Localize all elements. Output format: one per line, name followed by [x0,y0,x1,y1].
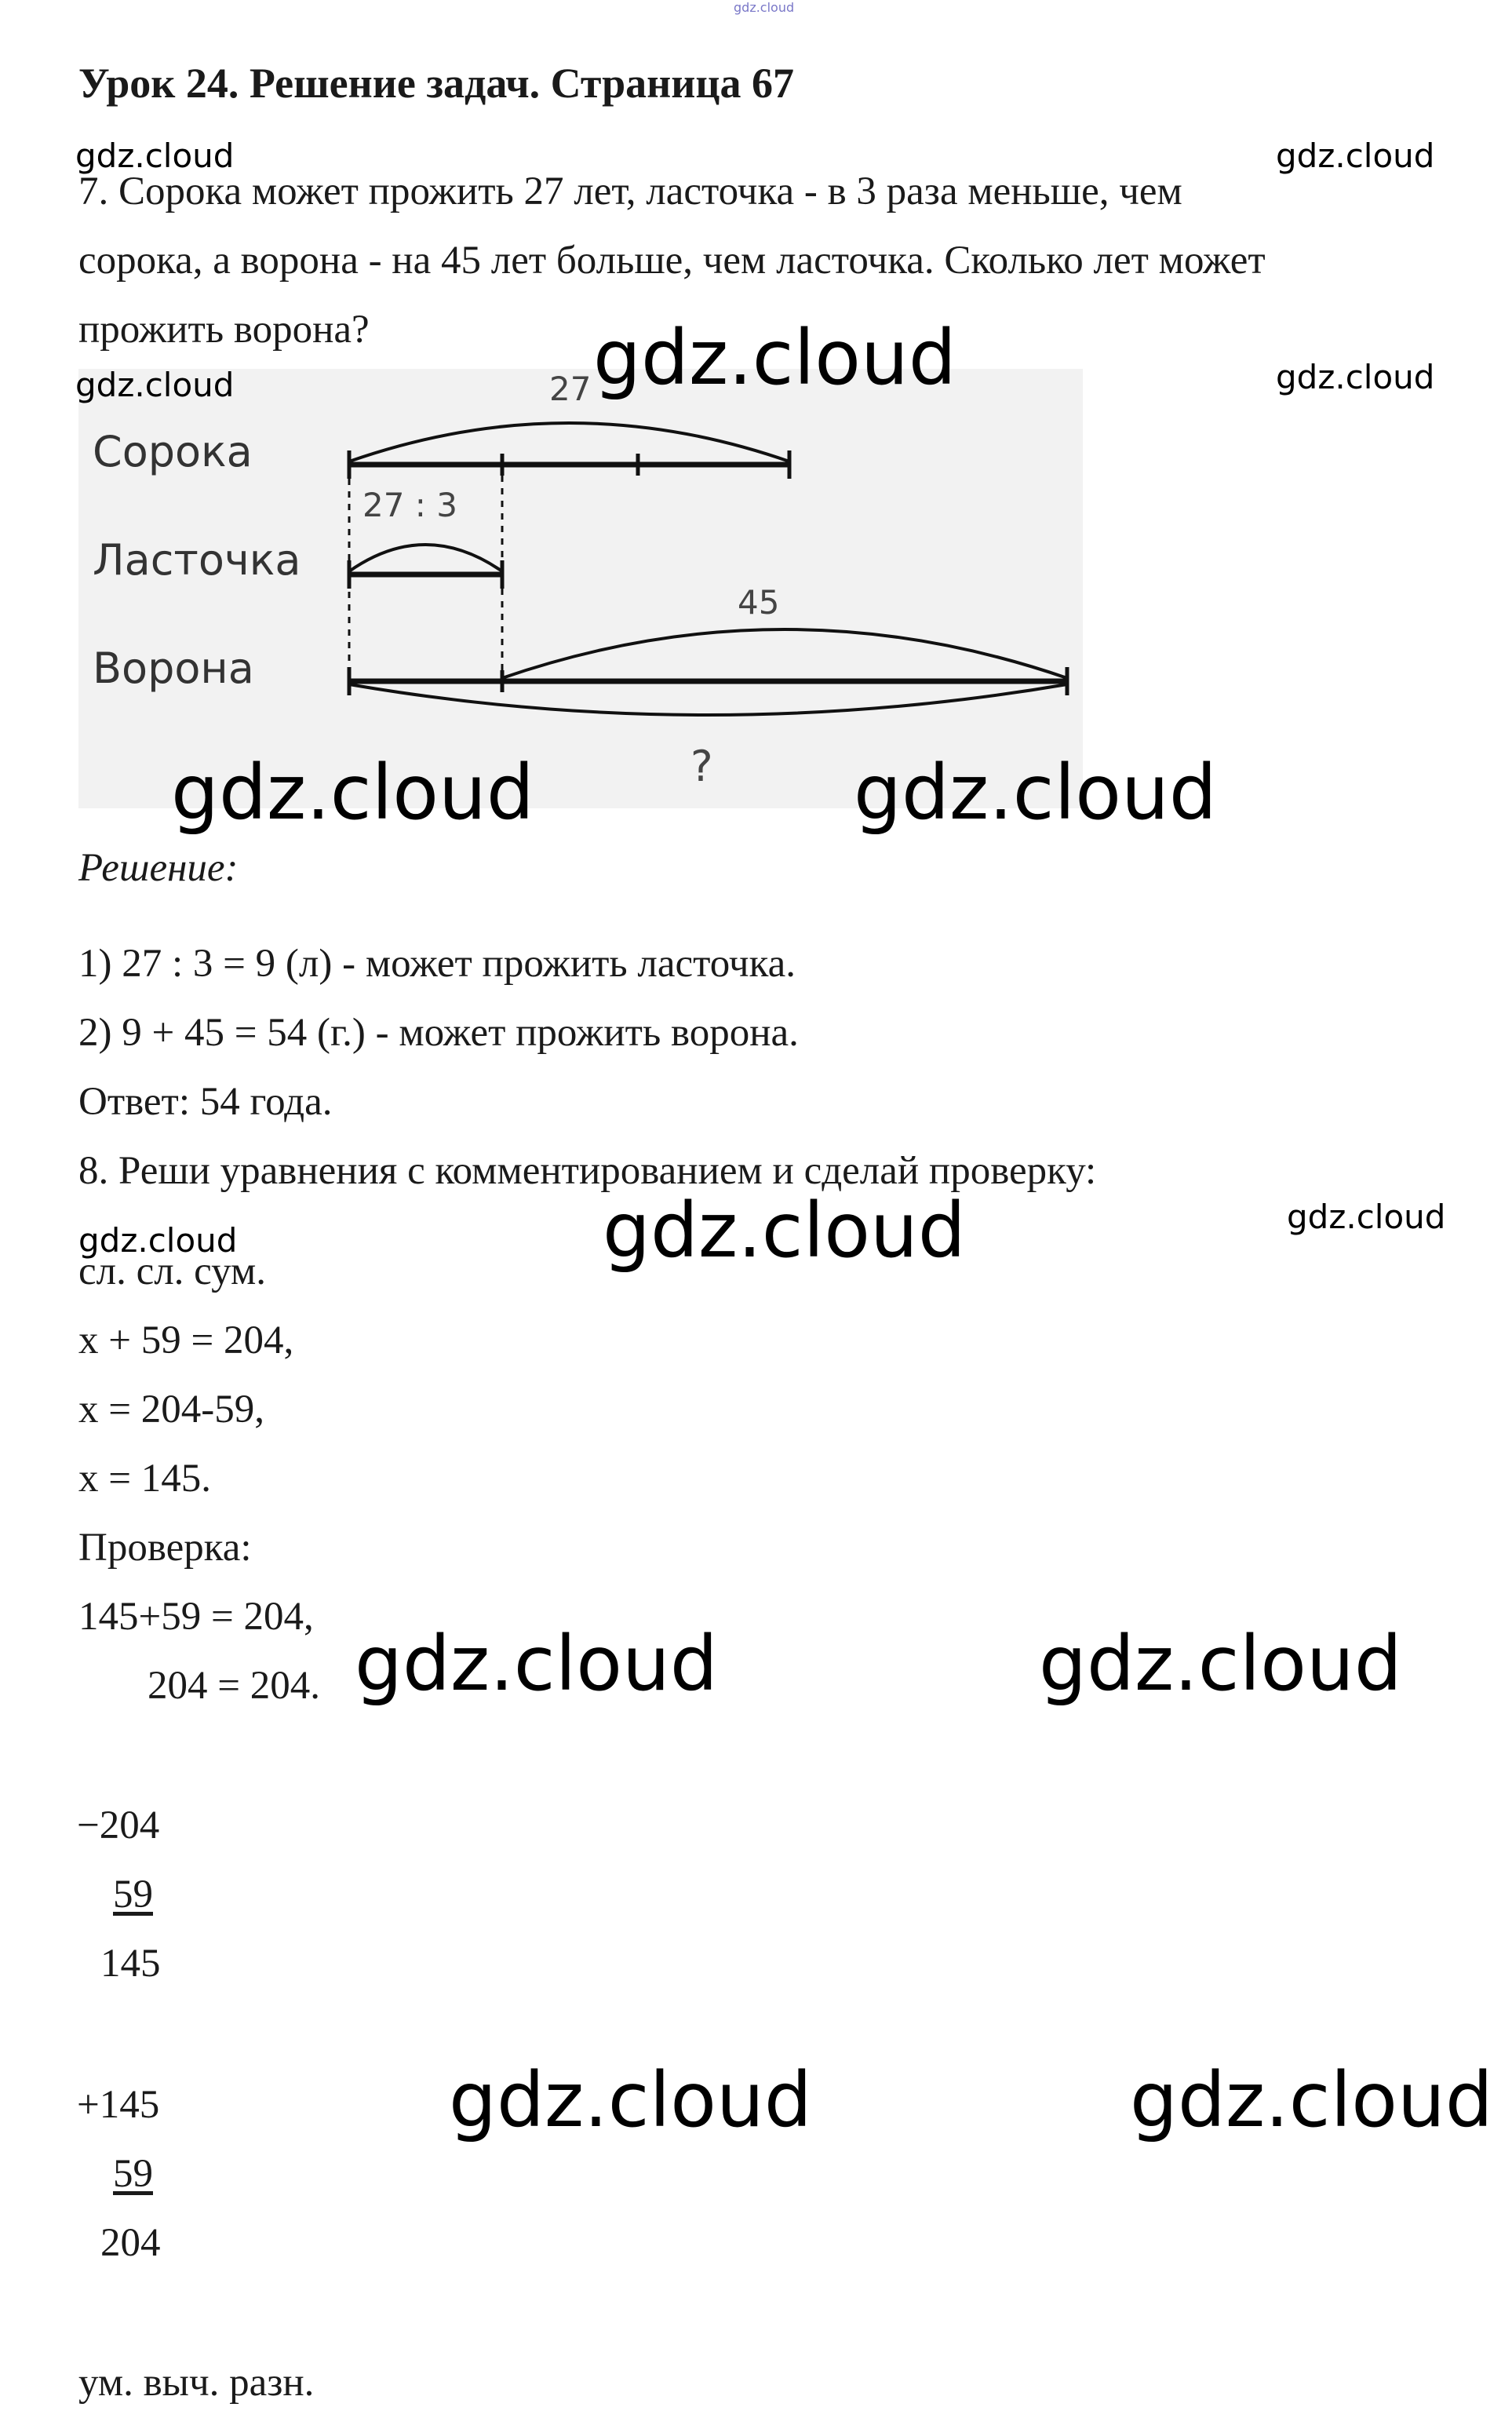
column-sub-result: 145 [100,1942,161,1986]
page-title: Урок 24. Решение задач. Страница 67 [78,60,794,107]
watermark: gdz.cloud [1276,137,1435,175]
label-45: 45 [738,583,780,622]
watermark: gdz.cloud [1130,2056,1493,2144]
watermark: gdz.cloud [75,366,235,404]
row-label-lastochka: Ласточка [93,535,301,585]
watermark: gdz.cloud [171,749,534,837]
check-line-2: 204 = 204. [148,1664,321,1708]
column-sub-top: −204 [77,1804,160,1847]
row-label-soroka: Сорока [93,427,253,476]
label-question: ? [690,742,713,791]
solution-heading: Решение: [78,846,239,890]
column-add-top: +145 [77,2083,160,2127]
watermark: gdz.cloud [1276,358,1435,396]
equation-line-3: x = 145. [78,1457,212,1501]
watermark: gdz.cloud [355,1620,718,1708]
task7-line-1: 7. Сорока может прожить 27 лет, ласточка - в 3 раза меньше, чем [78,170,1182,213]
watermark: gdz.cloud [1287,1198,1446,1236]
task7-line-3: прожить ворона? [78,308,370,352]
bottom-label: ум. выч. разн. [78,2361,315,2405]
watermark-top: gdz.cloud [734,0,795,15]
label-27: 27 [549,370,592,408]
label-27-div-3: 27 : 3 [363,486,458,524]
watermark: gdz.cloud [78,1221,238,1260]
solution-step-2: 2) 9 + 45 = 54 (г.) - может прожить ворона. [78,1011,799,1055]
answer: Ответ: 54 года. [78,1080,333,1124]
segment-diagram [78,369,1083,808]
column-sub-mid: 59 [113,1873,153,1917]
solution-step-1: 1) 27 : 3 = 9 (л) - может прожить ласточка. [78,942,796,986]
check-label: Проверка: [78,1526,252,1570]
column-add-mid: 59 [113,2152,153,2196]
watermark: gdz.cloud [75,137,235,175]
column-add-result: 204 [100,2221,161,2265]
row-label-vorona: Ворона [93,644,254,693]
watermark: gdz.cloud [449,2056,812,2144]
watermark: gdz.cloud [603,1187,966,1275]
equation-line-2: x = 204-59, [78,1388,264,1432]
check-line-1: 145+59 = 204, [78,1595,314,1639]
watermark: gdz.cloud [854,749,1217,837]
task7-line-2: сорока, а ворона - на 45 лет больше, чем ласточка. Сколько лет может [78,239,1266,283]
watermark: gdz.cloud [1039,1620,1402,1708]
task8-heading: 8. Реши уравнения с комментированием и сделай проверку: [78,1149,1097,1193]
watermark: gdz.cloud [593,314,956,402]
terms-label: сл. сл. сум. [78,1249,266,1293]
equation-line-1: x + 59 = 204, [78,1318,294,1362]
